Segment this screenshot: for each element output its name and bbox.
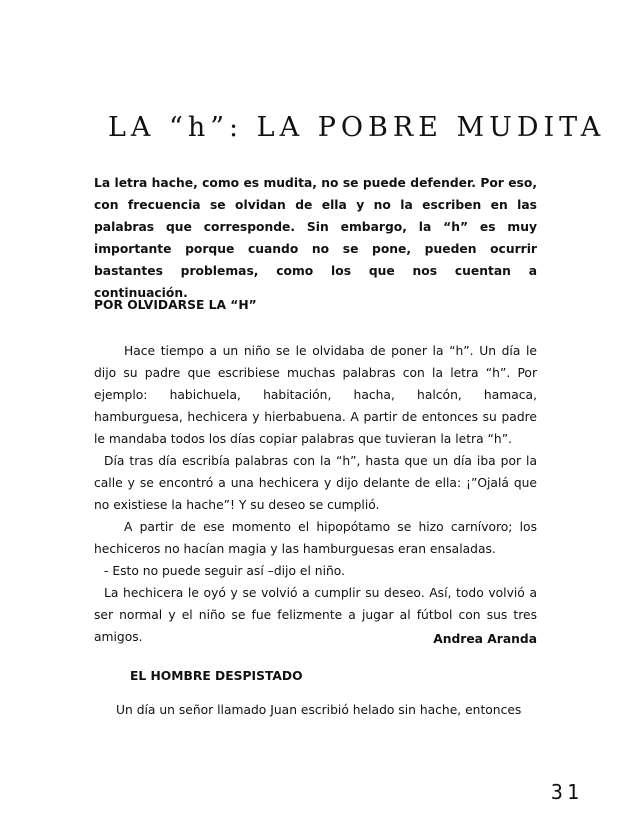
story-paragraph: La hechicera le oyó y se volvió a cumplir su deseo. Así, todo volvió a ser normal y el niño se fue felizmente a jugar al fútbol con sus tres amigos.: [94, 586, 537, 644]
story-body: [94, 340, 537, 648]
page-title: LA “h”: LA POBRE MUDITA: [108, 112, 606, 143]
author-name: Andrea Aranda: [433, 632, 537, 646]
story-paragraph: - Esto no puede seguir así –dijo el niño.: [104, 564, 345, 578]
story2-first-line: Un día un señor llamado Juan escribió helado sin hache, entonces: [116, 703, 522, 717]
section-heading-despistado: EL HOMBRE DESPISTADO: [130, 669, 303, 683]
story-paragraph: A partir de ese momento el hipopótamo se hizo carnívoro; los hechiceros no hacían magia y las hamburguesas eran ensaladas.: [94, 520, 537, 556]
story-paragraph: Día tras día escribía palabras con la “h”, hasta que un día iba por la calle y se encontró a una hechicera y dijo delante de ella: ¡”Ojalá que no existiese la hache”! Y su deseo se cumplió.: [94, 454, 537, 512]
story-paragraph: Hace tiempo a un niño se le olvidaba de poner la “h”. Un día le dijo su padre que escribiese muchas palabras con la letra “h”. Por ejemplo: habichuela, habitación, hacha, halcón, hamaca, hamburguesa, hechicera y hierbabuena. A partir de entonces su padre le mandaba todos los días copiar palabras que tuvieran la letra “h”.: [94, 344, 537, 446]
page-number: 31: [550, 780, 583, 804]
intro-paragraph: La letra hache, como es mudita, no se puede defender. Por eso, con frecuencia se olvidan de ella y no la escriben en las palabras que corresponde. Sin embargo, la “h” es muy importante porque cuando no se pone, pueden ocurrir bastantes problemas, como los que nos cuentan a continuación.: [94, 176, 537, 300]
section-heading-olvidarse: POR OLVIDARSE LA “H”: [94, 298, 257, 312]
